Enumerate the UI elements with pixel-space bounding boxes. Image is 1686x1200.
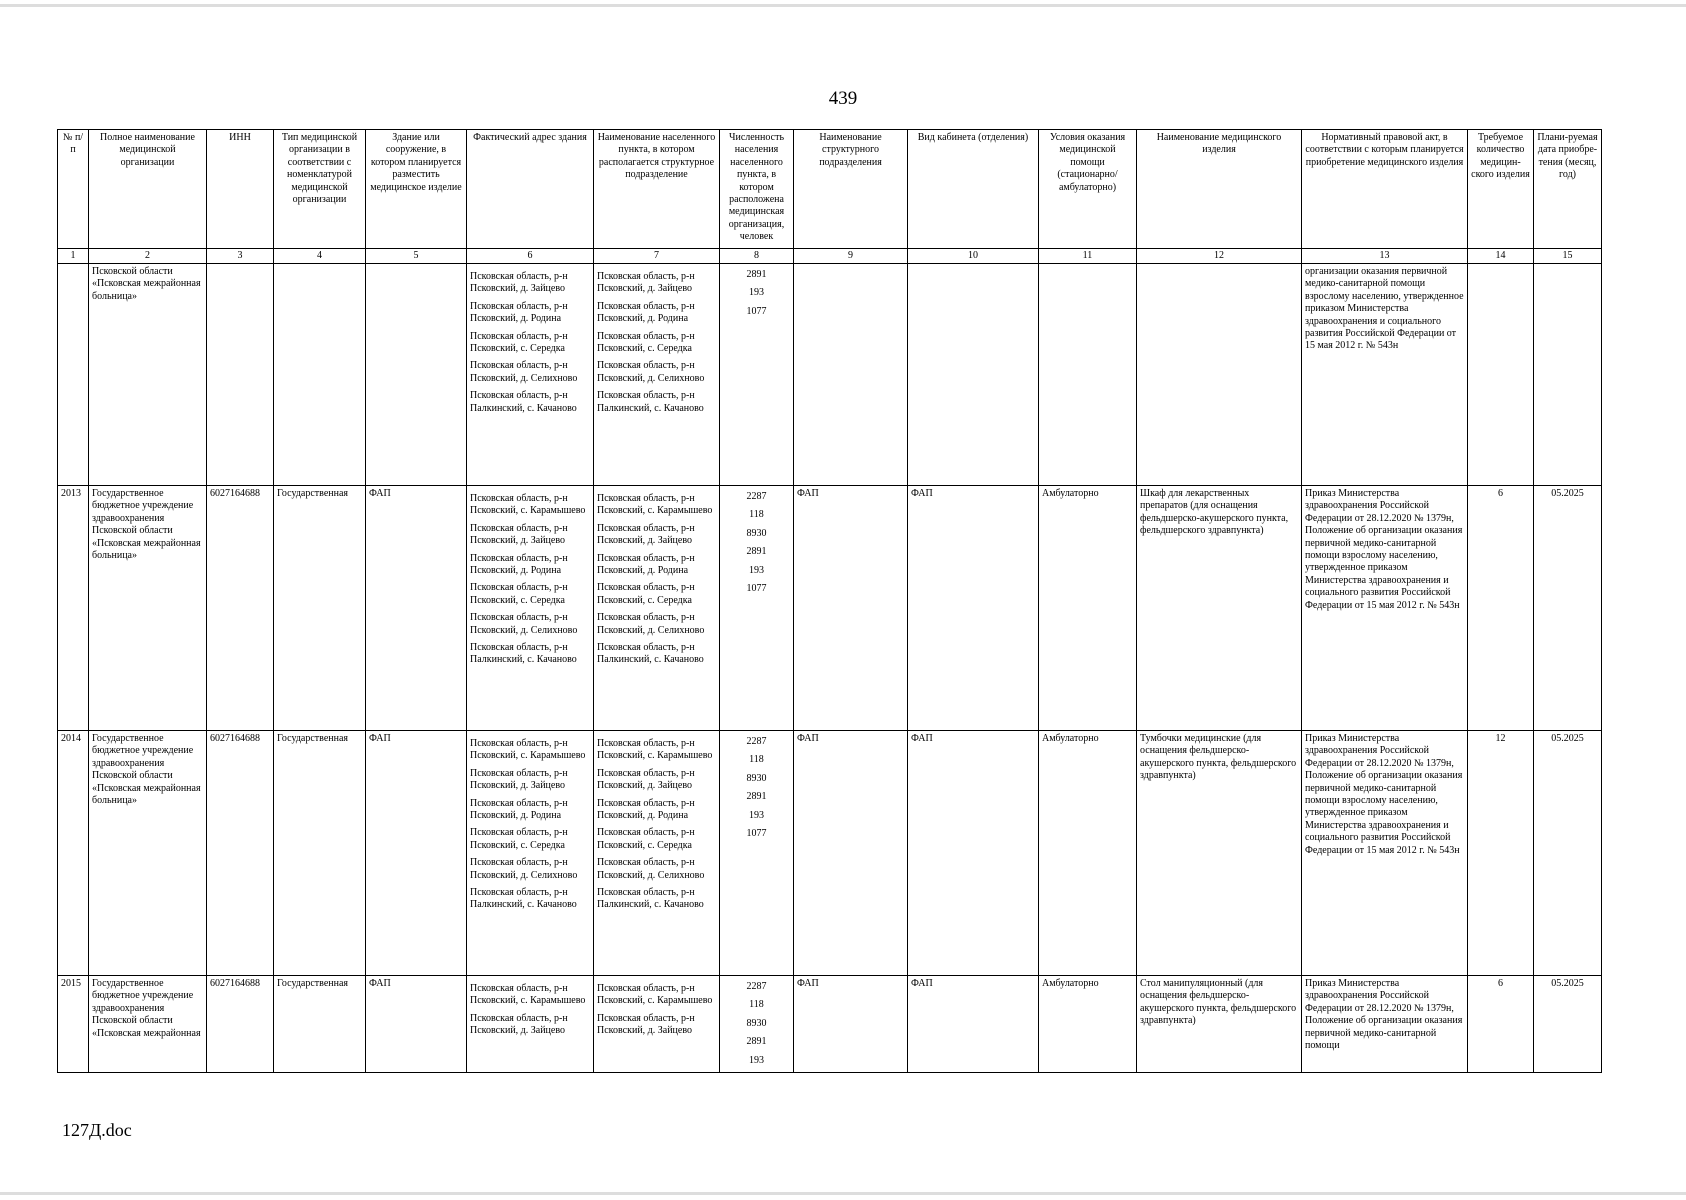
actual-address (467, 976, 594, 1073)
cabinet-type: ФАП (908, 731, 1039, 976)
settlement-item: Псковская область, р-н Псковский, с. Карамышево (597, 738, 713, 762)
column-number: 1 (58, 249, 89, 264)
organization-type: Государственная (274, 976, 366, 1073)
cabinet-type (908, 264, 1039, 486)
planned-date: 05.2025 (1534, 976, 1602, 1073)
settlement-item: Псковская область, р-н Псковский, с. Карамышево (597, 983, 713, 1007)
address-item: Псковская область, р-н Псковский, с. Середка (470, 827, 568, 851)
care-conditions: Амбулаторно (1039, 731, 1137, 976)
population-item: 8930 (746, 1017, 767, 1029)
cabinet-type: ФАП (908, 486, 1039, 731)
inn: 6027164688 (207, 486, 274, 731)
address-item: Псковская область, р-н Псковский, д. Селихново (470, 612, 578, 636)
planned-date (1534, 264, 1602, 486)
population-item: 193 (749, 809, 764, 821)
population-item: 193 (749, 1054, 764, 1066)
actual-address (467, 264, 594, 486)
column-number: 4 (274, 249, 366, 264)
address-item: Псковская область, р-н Псковский, с. Середка (470, 582, 568, 606)
structural-unit: ФАП (794, 976, 908, 1073)
column-number: 11 (1039, 249, 1137, 264)
settlement-item: Псковская область, р-н Псковский, д. Зайцево (597, 271, 695, 295)
organization-name: Государственное бюджетное учреждение здравоохранения Псковской области «Псковская межрайонная (89, 976, 207, 1073)
header-cell: № п/п (58, 130, 89, 249)
planned-date: 05.2025 (1534, 731, 1602, 976)
population-item: 1077 (746, 828, 767, 840)
building: ФАП (366, 486, 467, 731)
medical-device (1137, 264, 1302, 486)
table-row (58, 264, 1602, 486)
care-conditions (1039, 264, 1137, 486)
inn: 6027164688 (207, 731, 274, 976)
settlement-item: Псковская область, р-н Псковский, с. Середка (597, 330, 695, 355)
organization-name: Псковской области «Псковская межрайонная больница» (89, 264, 207, 486)
legal-act: Приказ Министерства здравоохранения Российской Федерации от 28.12.2020 № 1379н, Положение об организации оказания первичной медико-санитарной помощи взрослому населению, утвержденное приказом Министерства здравоохранения и социального развития Российской Федерации от 15 мая 2012 г. № 543н (1302, 486, 1468, 731)
header-cell: Условия оказания медицинской помощи (стационарно/ амбулаторно) (1039, 130, 1137, 249)
structural-unit: ФАП (794, 486, 908, 731)
population-item: 193 (749, 564, 764, 576)
header-cell: Наименование структурного подразделения (794, 130, 908, 249)
population-item: 8930 (746, 527, 767, 539)
medical-device: Шкаф для лекарственных препаратов (для оснащения фельдшерско-акушерского пункта, фельдшерского здравпункта) (1137, 486, 1302, 731)
population (720, 731, 794, 976)
care-conditions: Амбулаторно (1039, 486, 1137, 731)
scan-edge-bottom (0, 1192, 1686, 1195)
cabinet-type: ФАП (908, 976, 1039, 1073)
population-item: 2891 (746, 546, 767, 558)
header-cell: Вид кабинета (отделения) (908, 130, 1039, 249)
population-item: 2891 (746, 269, 767, 280)
column-number: 6 (467, 249, 594, 264)
medical-device: Стол манипуляционный (для оснащения фельдшерско-акушерского пункта, фельдшерского здравпункта) (1137, 976, 1302, 1073)
address-item: Псковская область, р-н Псковский, д. Зайцево (470, 271, 568, 295)
address-item: Псковская область, р-н Палкинский, с. Качаново (470, 642, 577, 666)
legal-act: Приказ Министерства здравоохранения Российской Федерации от 28.12.2020 № 1379н, Положение об организации оказания первичной медико-санитарной помощи (1302, 976, 1468, 1073)
planned-date: 05.2025 (1534, 486, 1602, 731)
scan-edge-top (0, 4, 1686, 7)
header-cell: ИНН (207, 130, 274, 249)
settlement (594, 731, 720, 976)
settlement (594, 486, 720, 731)
column-number: 15 (1534, 249, 1602, 264)
organization-type: Государственная (274, 486, 366, 731)
required-quantity (1468, 264, 1534, 486)
column-number: 13 (1302, 249, 1468, 264)
inn: 6027164688 (207, 976, 274, 1073)
address-item: Псковская область, р-н Псковский, д. Родина (470, 797, 568, 822)
column-number: 10 (908, 249, 1039, 264)
settlement-item: Псковская область, р-н Псковский, д. Родина (597, 797, 695, 822)
column-number: 8 (720, 249, 794, 264)
actual-address (467, 731, 594, 976)
row-number: 2014 (58, 731, 89, 976)
inn (207, 264, 274, 486)
footer-filename: 127Д.doc (62, 1120, 132, 1140)
settlement-item: Псковская область, р-н Псковский, д. Зайцево (597, 767, 695, 792)
population-item: 2287 (746, 981, 767, 992)
settlement-item: Псковская область, р-н Псковский, д. Родина (597, 300, 695, 325)
header-cell: Наименование населенного пункта, в котором располагается структурное подразделение (594, 130, 720, 249)
header-cell: Полное наименование медицинской организации (89, 130, 207, 249)
address-item: Псковская область, р-н Псковский, с. Карамышево (470, 493, 586, 517)
row-number: 2015 (58, 976, 89, 1073)
settlement-item: Псковская область, р-н Псковский, с. Середка (597, 582, 695, 606)
address-item: Псковская область, р-н Палкинский, с. Качаново (470, 390, 577, 414)
required-quantity: 6 (1468, 976, 1534, 1073)
settlement-item: Псковская область, р-н Псковский, д. Селихново (597, 360, 705, 384)
column-number: 14 (1468, 249, 1534, 264)
header-cell: Плани-руемая дата приобре-тения (месяц, год) (1534, 130, 1602, 249)
structural-unit: ФАП (794, 731, 908, 976)
address-item: Псковская область, р-н Палкинский, с. Качаново (470, 887, 577, 911)
address-item: Псковская область, р-н Псковский, д. Зайцево (470, 522, 568, 547)
population-item: 118 (749, 754, 764, 766)
organization-name: Государственное бюджетное учреждение здравоохранения Псковской области «Псковская межрайонная больница» (89, 731, 207, 976)
structural-unit (794, 264, 908, 486)
settlement-item: Псковская область, р-н Псковский, с. Середка (597, 827, 695, 851)
settlement-item: Псковская область, р-н Палкинский, с. Качаново (597, 642, 704, 666)
legal-act: организации оказания первичной медико-санитарной помощи взрослому населению, утвержденное приказом Министерства здравоохранения и социального развития Российской Федерации от 15 мая 2012 г. № 543н (1302, 264, 1468, 486)
row-number: 2013 (58, 486, 89, 731)
address-item: Псковская область, р-н Псковский, с. Карамышево (470, 738, 586, 762)
header-cell: Наименование медицинского изделия (1137, 130, 1302, 249)
header-cell: Здание или сооружение, в котором планируется разместить медицинское изделие (366, 130, 467, 249)
population-item: 118 (749, 999, 764, 1011)
settlement-item: Псковская область, р-н Псковский, с. Карамышево (597, 493, 713, 517)
required-quantity: 6 (1468, 486, 1534, 731)
header-cell: Требуемое количество медицин-ского изделия (1468, 130, 1534, 249)
column-number: 7 (594, 249, 720, 264)
settlement (594, 976, 720, 1073)
column-number-row (58, 249, 1602, 264)
column-number: 3 (207, 249, 274, 264)
settlement-item: Псковская область, р-н Псковский, д. Родина (597, 552, 695, 577)
address-item: Псковская область, р-н Псковский, с. Карамышево (470, 983, 586, 1007)
legal-act: Приказ Министерства здравоохранения Российской Федерации от 28.12.2020 № 1379н, Положение об организации оказания первичной медико-санитарной помощи взрослому населению, утвержденное приказом Министерства здравоохранения и социального развития Российской Федерации от 15 мая 2012 г. № 543н (1302, 731, 1468, 976)
building: ФАП (366, 731, 467, 976)
population-item: 1077 (746, 305, 767, 317)
column-number: 12 (1137, 249, 1302, 264)
header-row (58, 130, 1602, 249)
population (720, 264, 794, 486)
settlement-item: Псковская область, р-н Псковский, д. Селихново (597, 612, 705, 636)
header-cell: Нормативный правовой акт, в соответствии с которым планируется приобретение медицинского изделия (1302, 130, 1468, 249)
header-cell: Фактический адрес здания (467, 130, 594, 249)
building: ФАП (366, 976, 467, 1073)
table-row (58, 976, 1602, 1073)
population-item: 118 (749, 509, 764, 521)
population-item: 1077 (746, 583, 767, 595)
settlement-item: Псковская область, р-н Псковский, д. Зайцево (597, 1012, 695, 1037)
population-item: 2287 (746, 736, 767, 747)
population-item: 2891 (746, 1036, 767, 1048)
population-item: 193 (749, 287, 764, 299)
organization-name: Государственное бюджетное учреждение здравоохранения Псковской области «Псковская межрайонная больница» (89, 486, 207, 731)
organization-type (274, 264, 366, 486)
organization-type: Государственная (274, 731, 366, 976)
table-row (58, 486, 1602, 731)
header-cell: Численность населения населенного пункта, в котором расположена медицинская организация, человек (720, 130, 794, 249)
population-item: 8930 (746, 772, 767, 784)
settlement-item: Псковская область, р-н Псковский, д. Селихново (597, 857, 705, 881)
building (366, 264, 467, 486)
care-conditions: Амбулаторно (1039, 976, 1137, 1073)
table-row (58, 731, 1602, 976)
page-number: 439 (828, 88, 858, 109)
population-item: 2287 (746, 491, 767, 502)
column-number: 5 (366, 249, 467, 264)
required-quantity: 12 (1468, 731, 1534, 976)
settlement-item: Псковская область, р-н Палкинский, с. Качаново (597, 887, 704, 911)
population-item: 2891 (746, 791, 767, 803)
address-item: Псковская область, р-н Псковский, с. Середка (470, 330, 568, 355)
column-number: 9 (794, 249, 908, 264)
address-item: Псковская область, р-н Псковский, д. Селихново (470, 360, 578, 384)
actual-address (467, 486, 594, 731)
column-number: 2 (89, 249, 207, 264)
settlement-item: Псковская область, р-н Псковский, д. Зайцево (597, 522, 695, 547)
equipment-plan-table (57, 129, 1602, 1073)
row-number (58, 264, 89, 486)
address-item: Псковская область, р-н Псковский, д. Зайцево (470, 767, 568, 792)
settlement-item: Псковская область, р-н Палкинский, с. Качаново (597, 390, 704, 414)
header-cell: Тип медицинской организации в соответствии с номенклатурой медицинской организации (274, 130, 366, 249)
settlement (594, 264, 720, 486)
address-item: Псковская область, р-н Псковский, д. Родина (470, 300, 568, 325)
medical-device: Тумбочки медицинские (для оснащения фельдшерско-акушерского пункта, фельдшерского здравпункта) (1137, 731, 1302, 976)
address-item: Псковская область, р-н Псковский, д. Зайцево (470, 1012, 568, 1037)
population (720, 976, 794, 1073)
address-item: Псковская область, р-н Псковский, д. Селихново (470, 857, 578, 881)
population (720, 486, 794, 731)
address-item: Псковская область, р-н Псковский, д. Родина (470, 552, 568, 577)
